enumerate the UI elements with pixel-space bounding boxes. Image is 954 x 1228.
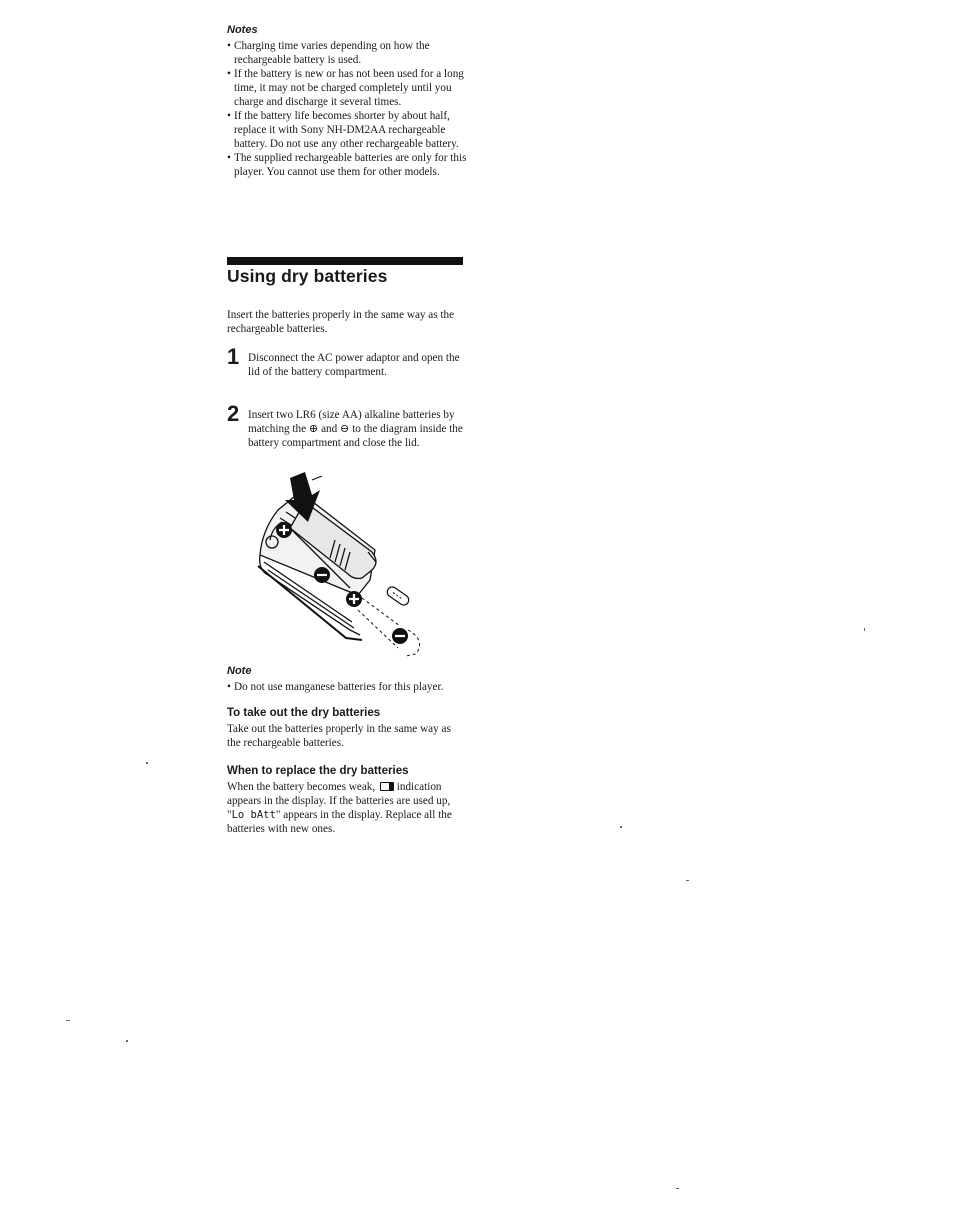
take-out-text: Take out the batteries properly in the same way as the rechargeable batteries. xyxy=(227,723,451,749)
list-item: • Do not use manganese batteries for this player. xyxy=(227,680,467,694)
take-out-heading: To take out the dry batteries xyxy=(227,707,381,719)
scan-speck xyxy=(126,1040,128,1042)
battery-weak-icon xyxy=(380,782,394,791)
scan-speck xyxy=(864,628,865,631)
step-1-text: Disconnect the AC power adaptor and open the lid of the battery compartment. xyxy=(248,352,460,378)
list-item: • The supplied rechargeable batteries are only for this player. You cannot use them for other models. xyxy=(227,151,467,179)
battery-insertion-diagram xyxy=(250,470,440,660)
note-heading: Note xyxy=(227,665,252,677)
note-list xyxy=(227,680,467,694)
minus-symbol-icon: ⊖ xyxy=(340,423,350,435)
display-code: Lo bAtt xyxy=(231,809,276,821)
notes-heading: Notes xyxy=(227,24,258,36)
step-2-number: 2 xyxy=(227,401,240,426)
list-item: • If the battery life becomes shorter by about half, replace it with Sony NH-DM2AA rechargeable battery. Do not use any other rechargeable battery. xyxy=(227,109,467,151)
scan-speck xyxy=(66,1020,70,1021)
section-intro: Insert the batteries properly in the same way as the rechargeable batteries. xyxy=(227,309,455,335)
replace-text: When the battery becomes weak, indication appears in the display. If the batteries are used up, "Lo bAtt" appears in the display. Replace all the batteries with new ones. xyxy=(227,781,452,835)
step-2-text: Insert two LR6 (size AA) alkaline batteries by matching the ⊕ and ⊖ to the diagram inside the battery compartment and close the lid. xyxy=(248,409,463,449)
scan-speck xyxy=(676,1188,679,1189)
section-title: Using dry batteries xyxy=(227,266,388,286)
plus-symbol-icon: ⊕ xyxy=(308,423,319,435)
replace-heading: When to replace the dry batteries xyxy=(227,765,409,777)
list-item: • If the battery is new or has not been used for a long time, it may not be charged completely until you charge and discharge it several times. xyxy=(227,67,467,109)
list-item: • Charging time varies depending on how the rechargeable battery is used. xyxy=(227,39,467,67)
scan-speck xyxy=(146,762,148,764)
scan-speck xyxy=(620,826,622,828)
step-1-number: 1 xyxy=(227,344,240,369)
section-rule xyxy=(227,257,463,265)
scan-speck xyxy=(686,880,689,881)
notes-list xyxy=(227,39,467,179)
